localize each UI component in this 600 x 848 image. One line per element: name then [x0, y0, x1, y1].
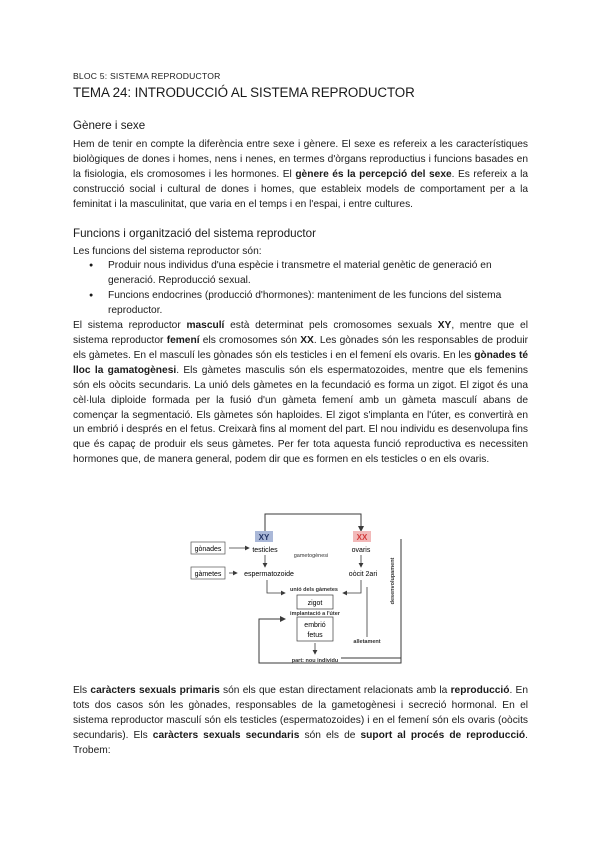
paragraph-sistema [73, 319, 528, 468]
section-heading-funcions: Funcions i organització del sistema reproductor [73, 226, 316, 240]
xx-label: XX [356, 533, 368, 542]
bold-text: XX [300, 334, 314, 346]
reproduction-diagram [189, 511, 412, 669]
text-run: són els que estan directament relacionats amb la [219, 685, 451, 696]
document-page [73, 70, 528, 468]
xy-label: XY [258, 533, 270, 542]
implantacio-label: implantació a l'úter [290, 611, 340, 617]
text-run: El sistema reproductor [73, 320, 187, 332]
bloc-label: BLOC 5: SISTEMA REPRODUCTOR [73, 71, 221, 81]
bold-text: caràcters sexuals primaris [90, 685, 220, 696]
bold-text: caràcters sexuals secundaris [152, 729, 300, 741]
bold-text: femení [166, 334, 200, 346]
espermatozoide-label: espermatozoide [244, 571, 294, 578]
alletament-label: alletament [353, 639, 381, 645]
bold-text: XY [437, 320, 452, 332]
zigot-label: zigot [307, 600, 323, 607]
unio-label: unió dels gàmetes [290, 587, 338, 593]
gametogenesi-label: gametogènesi [293, 553, 329, 559]
text-run: està determinat pels cromosomes sexuals [224, 320, 438, 332]
paragraph-funcions-intro: Les funcions del sistema reproductor són: [73, 245, 262, 257]
fetus-label: fetus [307, 632, 323, 639]
gametes-label: gàmetes [194, 571, 222, 578]
text-run: . Les gònades són les responsables de produir els gàmetes. En el masculí les gònades són els testicles i en el femení els ovaris. En les [73, 334, 528, 361]
ovaris-label: ovaris [351, 547, 371, 554]
text-run: . Els gàmetes masculis són els espermatozoides, mentre que els femenins són els oòcits secundaris. La unió dels gàmetes en la fecundació es forma un zigot. El zigot és una cèl·lula diploide formada per la fusió d'un gàmeta femení amb un gàmeta masculí abans de començar la segmentació. Els gàmetes són haploides. El zigot s'implanta en l'úter, es convertirà en un embrió i després en el fetus. Creixarà fins al moment del part. El nou individu es desenvolupa fins que és capaç de produir els seus gàmetes. Per fer tota aquesta funció reproductiva es necessiten hormones que, de manera general, podem dir que es formen en els testicles o en els ovaris. [73, 364, 528, 466]
text-run: són els de [299, 729, 361, 741]
bold-text: masculí [186, 320, 225, 332]
part-label: part: nou individu [291, 658, 339, 664]
text-run: els cromosomes són [199, 334, 301, 346]
section-heading-genere: Gènere i sexe [73, 119, 146, 132]
text-run: Hem de tenir en compte la diferència entre sexe i gènere. El sexe es refereix a les característiques biològiques de dones i homes, nens i nenes, en termes d'òrgans reproductius i funcions basades en la fisiologia, els cromosomes i les hormones. El [73, 139, 528, 180]
text-run: Els [73, 685, 91, 696]
bold-text: suport al procés de reproducció [360, 729, 526, 741]
bold-text: gònades té lloc la gamatogènesi [73, 349, 528, 376]
text-run: . Es refereix a la construcció social i cultural de dones i homes, que estableix models de comportament per a la feminitat i la masculinitat, que varia en el temps i en l'espai, i entre cultures. [73, 168, 528, 210]
text-run: . En tots dos casos són les gònades, responsables de la gametogènesi i secreció hormonal. En el sistema reproductor masculí són els testicles (espermatozoides) i en el femení són els ovaris (oòcits secundaris). Els [73, 685, 529, 741]
paragraph-genere [73, 138, 528, 213]
list-item: ● Produir nous individus d'una espècie i transmetre el material genètic de generació en generació. Reproducció sexual. [73, 259, 528, 289]
bold-text: reproducció [450, 685, 510, 696]
list-item: ● Funcions endocrines (producció d'hormones): manteniment de les funcions del sistema reproductor. [73, 289, 528, 319]
page-title: TEMA 24: INTRODUCCIÓ AL SISTEMA REPRODUCTOR [73, 85, 415, 100]
paragraph-caracters [73, 684, 528, 759]
bold-text: gènere és la percepció del sexe [295, 168, 452, 180]
testicles-label: testicles [252, 547, 278, 554]
text-run: . Trobem: [73, 729, 529, 756]
gonades-label: gònades [194, 546, 222, 553]
top-connector [265, 514, 361, 531]
oocit-label: oòcit 2ari [348, 571, 378, 578]
embrio-label: embrió [304, 622, 326, 629]
funcions-list [73, 259, 528, 319]
text-run: , mentre que el sistema reproductor [73, 320, 528, 346]
desenvolupament-label: desenvolupament [390, 557, 396, 605]
